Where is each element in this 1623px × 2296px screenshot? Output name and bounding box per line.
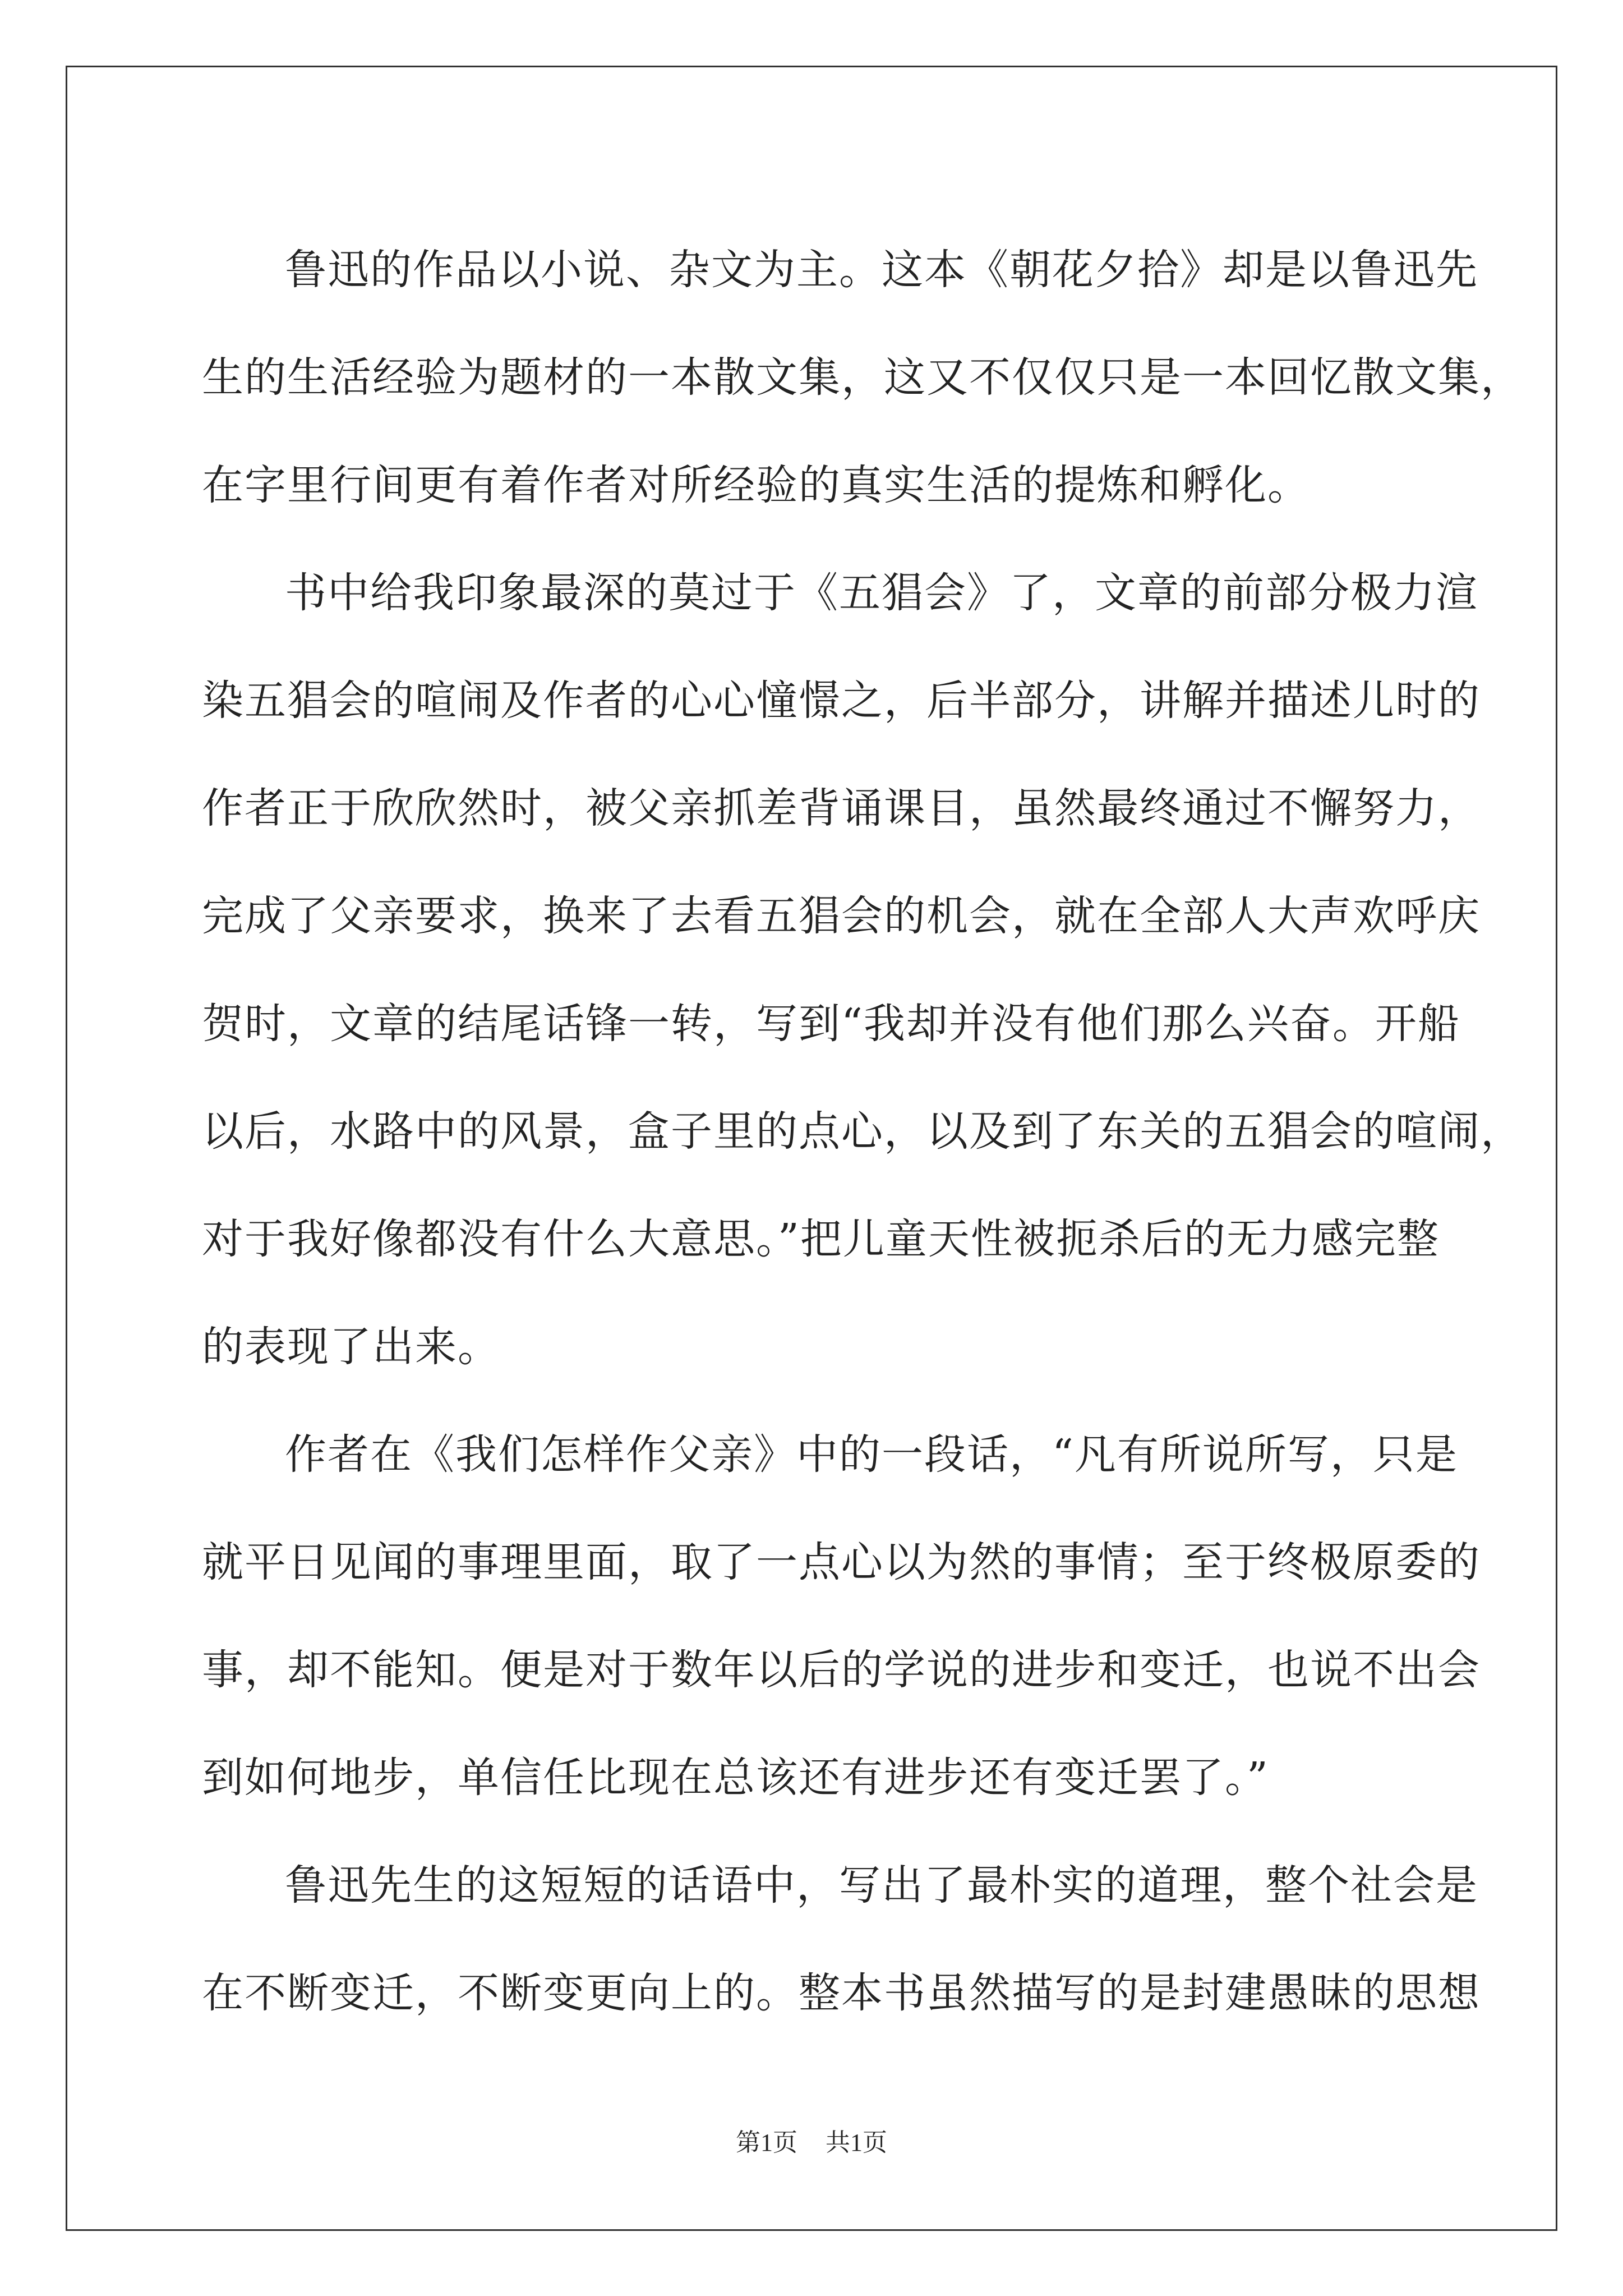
paragraph-1-line-3: 在字里行间更有着作者对所经验的真实生活的提炼和孵化。	[202, 461, 1310, 509]
page-total: 共1页	[826, 2129, 887, 2156]
paragraph-3-line-3: 事，却不能知。便是对于数年以后的学说的进步和变迁，也说不出会	[202, 1646, 1481, 1694]
paragraph-4-line-2: 在不断变迁，不断变更向上的。整本书虽然描写的是封建愚昧的思想	[202, 1969, 1481, 2017]
document-body	[202, 216, 1523, 2047]
paragraph-1-line-2: 生的生活经验为题材的一本散文集，这又不仅仅只是一本回忆散文集，	[202, 353, 1523, 402]
paragraph-2-line-7: 对于我好像都没有什么大意思。”把儿童天性被扼杀后的无力感完整	[202, 1215, 1440, 1263]
page-footer	[0, 2126, 1623, 2160]
paragraph-4-line-1: 鲁迅先生的这短短的话语中，写出了最朴实的道理，整个社会是	[285, 1861, 1478, 1910]
paragraph-3-line-1: 作者在《我们怎样作父亲》中的一段话，“凡有所说所写，只是	[285, 1430, 1458, 1479]
paragraph-2-line-5: 贺时，文章的结尾话锋一转，写到“我却并没有他们那么兴奋。开船	[202, 1000, 1460, 1048]
paragraph-2-line-2: 染五猖会的喧闹及作者的心心憧憬之，后半部分，讲解并描述儿时的	[202, 677, 1481, 725]
paragraph-2-line-6: 以后，水路中的风景，盒子里的点心，以及到了东关的五猖会的喧闹，	[202, 1107, 1523, 1156]
page-number: 第1页	[736, 2129, 797, 2156]
paragraph-2-line-3: 作者正于欣欣然时，被父亲抓差背诵课目，虽然最终通过不懈努力，	[202, 784, 1481, 832]
paragraph-2-line-4: 完成了父亲要求，换来了去看五猖会的机会，就在全部人大声欢呼庆	[202, 892, 1481, 940]
paragraph-2-line-8: 的表现了出来。	[202, 1323, 500, 1371]
paragraph-3-line-4: 到如何地步，单信任比现在总该还有进步还有变迁罢了。”	[202, 1754, 1269, 1802]
paragraph-2-line-1: 书中给我印象最深的莫过于《五猖会》了，文章的前部分极力渲	[285, 569, 1478, 617]
paragraph-3-line-2: 就平日见闻的事理里面，取了一点心以为然的事情；至于终极原委的	[202, 1538, 1481, 1586]
paragraph-1-line-1: 鲁迅的作品以小说、杂文为主。这本《朝花夕拾》却是以鲁迅先	[285, 246, 1478, 294]
